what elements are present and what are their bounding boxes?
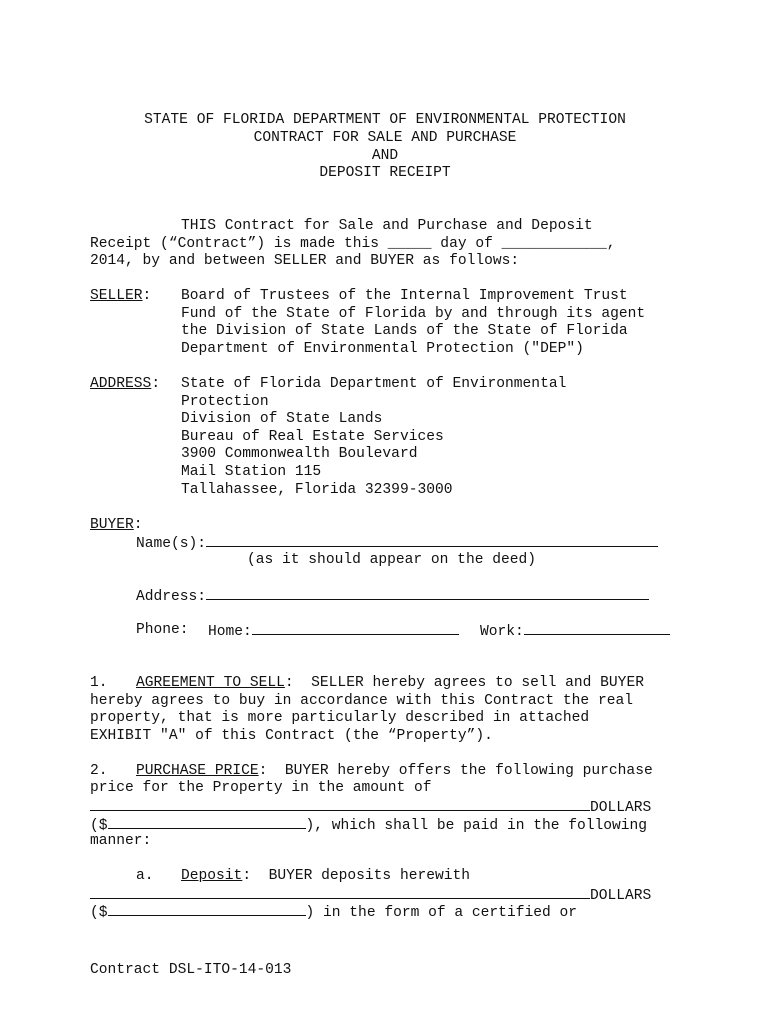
section-2-dollars-row [90, 797, 651, 817]
section-1-title: AGREEMENT TO SELL [136, 675, 285, 691]
seller-heading [90, 287, 151, 305]
section-2-line-5: manner: [90, 833, 152, 849]
deposit-text: : BUYER deposits herewith [242, 868, 471, 884]
buyer-work-phone-field[interactable] [524, 621, 670, 635]
buyer-address-field[interactable] [206, 586, 649, 600]
intro-line-2: Receipt (“Contract”) is made this _____ day of ____________, [90, 236, 616, 252]
footer-contract-id: Contract DSL-ITO-14-013 [90, 962, 292, 978]
buyer-address-row [136, 586, 649, 606]
address-heading [90, 375, 160, 393]
seller-line-2: Fund of the State of Florida by and through its agent [181, 306, 646, 322]
address-line-2: Protection [181, 394, 269, 410]
purchase-price-amount-field[interactable] [108, 815, 306, 829]
section-2-line-2: price for the Property in the amount of [90, 780, 432, 796]
deposit-amount-field[interactable] [108, 902, 306, 916]
section-2-amount-row [90, 815, 647, 835]
buyer-names-row [136, 533, 658, 553]
seller-line-1: Board of Trustees of the Internal Improvement Trust [181, 288, 628, 304]
seller-line-4: Department of Environmental Protection ("DEP") [181, 341, 584, 357]
address-colon: : [151, 376, 161, 392]
section-2-paren-open: ($ [90, 818, 108, 834]
buyer-home-row [208, 621, 459, 641]
section-2-line-1 [136, 762, 653, 780]
buyer-names-label: Name(s): [136, 536, 207, 552]
section-1-line-1 [136, 674, 644, 692]
header-line-3: AND [371, 148, 399, 164]
address-line-4: Bureau of Real Estate Services [181, 429, 444, 445]
deposit-amount-text: ) in the form of a certified or [305, 905, 578, 921]
intro-line-3: 2014, by and between SELLER and BUYER as follows: [90, 253, 520, 269]
section-2-text: : BUYER hereby offers the following purchase [258, 763, 653, 779]
section-1-line-3: property, that is more particularly described in attached [90, 710, 590, 726]
intro-line-1: THIS Contract for Sale and Purchase and Deposit [181, 218, 593, 234]
deposit-dollars-label: DOLLARS [590, 888, 652, 904]
section-1-text: : SELLER hereby agrees to sell and BUYER [284, 675, 644, 691]
deposit-paren-open: ($ [90, 905, 108, 921]
seller-line-3: the Division of State Lands of the State of Florida [181, 323, 628, 339]
seller-colon: : [142, 288, 152, 304]
section-1-line-4: EXHIBIT "A" of this Contract (the “Property”). [90, 728, 493, 744]
address-line-5: 3900 Commonwealth Boulevard [181, 446, 418, 462]
header-line-2: CONTRACT FOR SALE AND PURCHASE [253, 130, 517, 146]
buyer-label: BUYER [90, 517, 134, 533]
purchase-price-words-field[interactable] [90, 797, 590, 811]
seller-label: SELLER [90, 288, 143, 304]
address-line-1: State of Florida Department of Environmental [181, 376, 567, 392]
buyer-home-label: Home: [208, 624, 252, 640]
section-1-number: 1. [90, 675, 108, 691]
deposit-amount-row [90, 902, 577, 922]
address-line-7: Tallahassee, Florida 32399-3000 [181, 482, 453, 498]
header-line-1: STATE OF FLORIDA DEPARTMENT OF ENVIRONMENTAL PROTECTION [144, 112, 626, 128]
deposit-letter: a. [136, 868, 154, 884]
buyer-colon: : [133, 517, 143, 533]
buyer-names-note: (as it should appear on the deed) [247, 552, 537, 568]
section-1-line-2: hereby agrees to buy in accordance with this Contract the real [90, 693, 633, 709]
section-2-dollars-label: DOLLARS [590, 800, 652, 816]
buyer-address-label: Address: [136, 589, 207, 605]
deposit-words-field[interactable] [90, 885, 590, 899]
section-2-number: 2. [90, 763, 108, 779]
buyer-names-field[interactable] [206, 533, 658, 547]
section-2-amount-text: ), which shall be paid in the following [305, 818, 648, 834]
address-line-3: Division of State Lands [181, 411, 383, 427]
header-line-4: DEPOSIT RECEIPT [319, 165, 451, 181]
buyer-work-label: Work: [480, 624, 524, 640]
buyer-phone-label: Phone: [136, 622, 189, 638]
section-2-title: PURCHASE PRICE [136, 763, 259, 779]
deposit-title: Deposit [181, 868, 243, 884]
buyer-heading [90, 516, 143, 534]
buyer-home-phone-field[interactable] [252, 621, 459, 635]
address-label: ADDRESS [90, 376, 152, 392]
deposit-line-1 [181, 867, 470, 885]
address-line-6: Mail Station 115 [181, 464, 322, 480]
buyer-work-row [480, 621, 670, 641]
